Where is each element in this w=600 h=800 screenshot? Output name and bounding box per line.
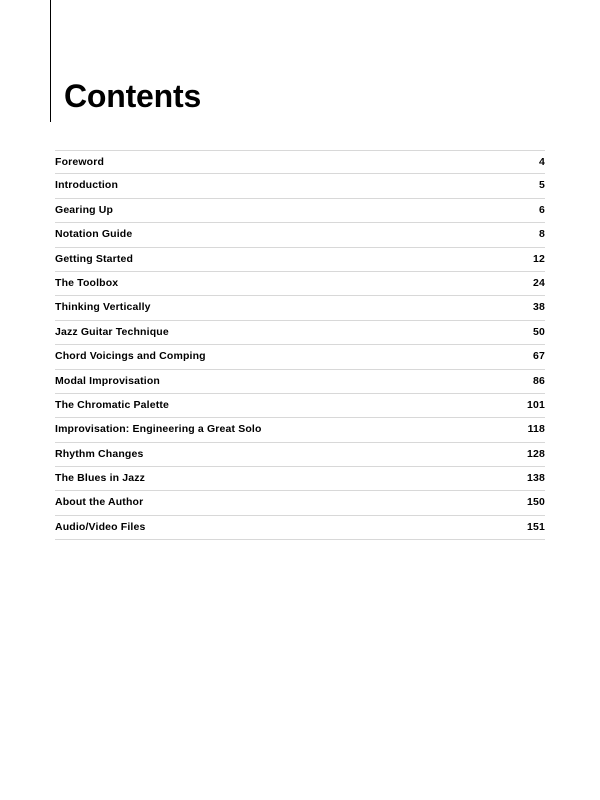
toc-entry[interactable] <box>55 248 545 272</box>
toc-entry-page: 5 <box>539 179 545 192</box>
toc-entry-page: 151 <box>527 520 545 533</box>
toc-entry-page: 24 <box>533 276 545 289</box>
toc-entry-page: 8 <box>539 228 545 241</box>
toc-entry[interactable] <box>55 394 545 418</box>
toc-entry[interactable] <box>55 516 545 540</box>
toc-entry[interactable] <box>55 370 545 394</box>
toc-entry[interactable] <box>55 467 545 491</box>
toc-entry[interactable] <box>55 491 545 515</box>
toc-entry-page: 6 <box>539 203 545 216</box>
toc-entry-label: About the Author <box>55 496 144 509</box>
page-title: Contents <box>64 78 202 114</box>
toc-entry-page: 138 <box>527 472 545 485</box>
toc-entry-label: Improvisation: Engineering a Great Solo <box>55 423 262 436</box>
toc-entry-page: 101 <box>527 398 545 411</box>
toc-entry-label: Modal Improvisation <box>55 374 160 387</box>
toc-entry[interactable] <box>55 443 545 467</box>
toc-entry[interactable] <box>55 272 545 296</box>
toc-entry-label: Foreword <box>55 156 105 168</box>
toc-entry-label: Rhythm Changes <box>55 447 144 460</box>
toc-entry[interactable] <box>55 418 545 442</box>
toc-entry-label: The Chromatic Palette <box>55 398 170 411</box>
toc-entry-label: Chord Voicings and Comping <box>55 350 206 363</box>
title-divider-rule <box>50 0 51 122</box>
toc-entry[interactable] <box>55 199 545 223</box>
toc-entry-label: Audio/Video Files <box>55 520 146 533</box>
toc-entry-label: Jazz Guitar Technique <box>55 325 169 338</box>
toc-entry[interactable] <box>55 321 545 345</box>
toc-entry-label: Notation Guide <box>55 228 133 241</box>
toc-entry-label: Gearing Up <box>55 203 114 216</box>
toc-entry-page: 38 <box>533 301 545 314</box>
toc-entry[interactable] <box>55 150 545 174</box>
toc-entry[interactable] <box>55 296 545 320</box>
toc-entry[interactable] <box>55 345 545 369</box>
toc-entry[interactable] <box>55 174 545 198</box>
toc-entry-label: The Blues in Jazz <box>55 472 146 485</box>
toc-entry-page: 12 <box>533 252 545 265</box>
toc-entry-page: 118 <box>527 423 545 436</box>
toc-entry-label: The Toolbox <box>55 276 119 289</box>
toc-entry-page: 50 <box>533 325 545 338</box>
toc-entry-label: Thinking Vertically <box>55 301 151 314</box>
toc-entry[interactable] <box>55 223 545 247</box>
toc-entry-page: 4 <box>539 156 545 168</box>
table-of-contents <box>55 150 545 540</box>
toc-entry-page: 128 <box>527 447 545 460</box>
toc-entry-page: 150 <box>527 496 545 509</box>
toc-entry-label: Getting Started <box>55 252 134 265</box>
toc-entry-page: 86 <box>533 374 545 387</box>
toc-entry-page: 67 <box>533 350 545 363</box>
toc-entry-label: Introduction <box>55 179 119 192</box>
